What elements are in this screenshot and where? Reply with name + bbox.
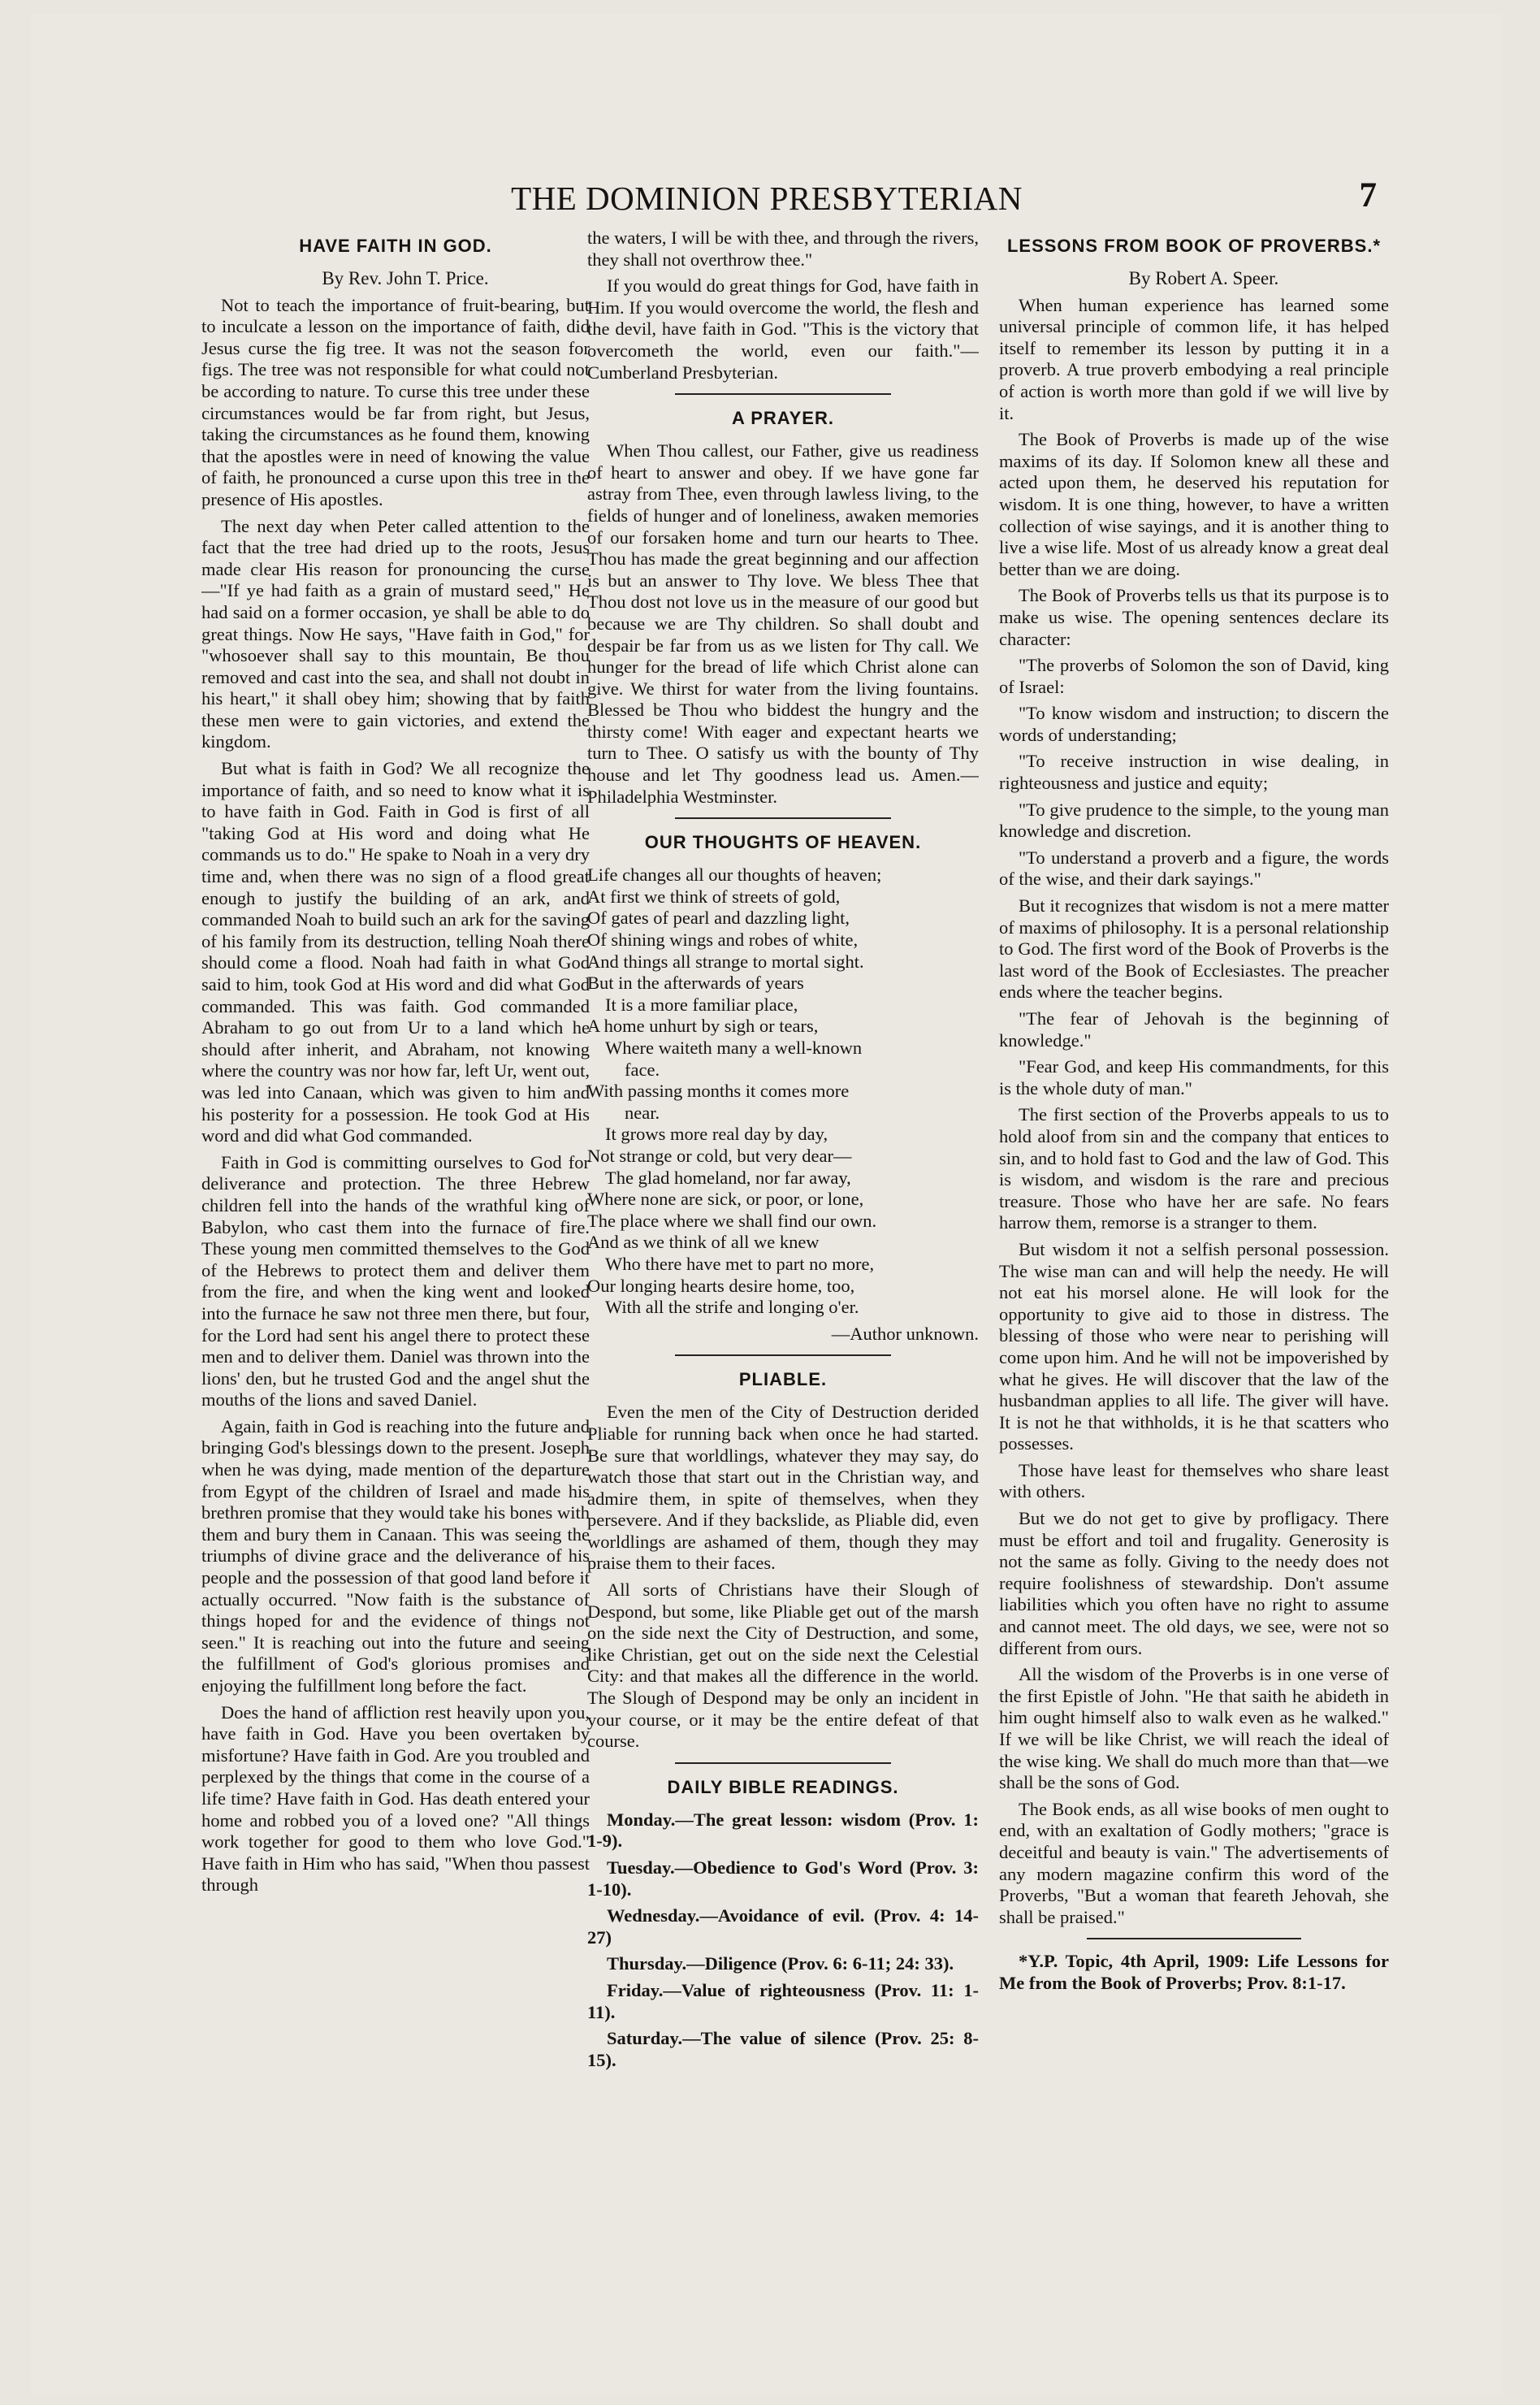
- paragraph: "Fear God, and keep His commandments, for this is the whole duty of man.": [999, 1056, 1389, 1098]
- reading-item: Thursday.—Diligence (Prov. 6: 6-11; 24: 33).: [607, 1953, 954, 1974]
- article-title-readings: DAILY BIBLE READINGS.: [667, 1776, 899, 1797]
- page-number: 7: [1359, 176, 1377, 214]
- poem-line: A home unhurt by sigh or tears,: [587, 1016, 819, 1037]
- paragraph: Again, faith in God is reaching into the future and bringing God's blessings down to the present. Joseph when he was dying, made mention of the departure from Egypt of the children of Israel and made his brethren promise that they would take his bones with them and bury them in Canaan. This was seeing the triumphs of divine grace and the deliverance of his people and the possession of that good land before it actually occurred. "Now faith is the substance of things hoped for and the evidence of things not seen." It is reaching out into the future and seeing the fulfillment of God's glorious promises and enjoying the fulfillment long before the fact.: [201, 1415, 590, 1696]
- article-title-proverbs: LESSONS FROM BOOK OF PROVERBS.*: [1006, 236, 1382, 256]
- poem-line: near.: [625, 1102, 660, 1123]
- reading-item: Saturday.—The value of silence (Prov. 25: 8-15).: [587, 2028, 979, 2070]
- poem-line: Of gates of pearl and dazzling light,: [587, 908, 850, 929]
- paragraph: "To know wisdom and instruction; to discern the words of understanding;: [999, 703, 1389, 745]
- reading-item: Friday.—Value of righteousness (Prov. 11: 1-11).: [587, 1979, 979, 2022]
- paragraph: All the wisdom of the Proverbs is in one verse of the first Epistle of John. "He that saith he abideth in him ought himself also to walk even as he walked." If we will be like Christ, we will reach the ideal of the wise king. We shall do much more than that—we shall be the sons of God.: [999, 1664, 1389, 1793]
- poem-line: And things all strange to mortal sight.: [587, 951, 864, 972]
- paragraph: Faith in God is committing ourselves to God for deliverance and protection. The three Hebrew children fell into the hands of the wrathful king of Babylon, who cast them into the furnace of fire. These young men committed themselves to the God of the Hebrews to protect them and deliver them from the fire, and when the king went and looked into the furnace he saw not three men there, but four, for the Lord had sent his angel there to protect these men and to deliver them. Daniel was thrown into the lions' den, but he trusted God and the angel shut the mouths of the lions and saved Daniel.: [201, 1151, 590, 1410]
- poem-line: At first we think of streets of gold,: [587, 886, 841, 907]
- divider: [675, 1354, 890, 1356]
- poem-line: Life changes all our thoughts of heaven;: [587, 864, 882, 886]
- byline-proverbs: By Robert A. Speer.: [1128, 268, 1279, 288]
- paragraph: When Thou callest, our Father, give us readiness of heart to answer and obey. If we have gone far astray from Thee, even through lawless living, to the fields of hunger and of loneliness, awaken memories of our forsaken home and turn our hearts to Thee. Thou has made the great beginning and our affection is but an answer to Thy love. We bless Thee that Thou dost not love us in the measure of our good but because we are Thy children. So shall doubt and despair be far from us as we listen for Thy call. We hunger for the bread of life which Christ alone can give. We thirst for water from the living fountains. Blessed be Thou who biddest the hungry and the thirsty come! With eager and expectant hearts we turn to Thee. O satisfy us with the bounty of Thy house and let Thy goodness lead us. Amen.—Philadelphia Westminster.: [587, 440, 979, 807]
- paragraph: But we do not get to give by profligacy. There must be effort and toil and frugality. Generosity is not the same as folly. Giving to the needy does not require foolishness of stewardship. Don't assume liabilities which you often have no right to assume and cannot meet. The old days, we see, were not so different from ours.: [999, 1508, 1389, 1658]
- paragraph: "To understand a proverb and a figure, the words of the wise, and their dark sayings.": [999, 847, 1389, 890]
- poem-line: Where waiteth many a well-known: [605, 1038, 863, 1058]
- paragraph: The Book of Proverbs is made up of the wise maxims of its day. If Solomon knew all these and acted upon them, he deserved his reputation for wisdom. It is one thing, however, to have a written collection of wise sayings, and it is another thing to live a wise life. Most of us already know a great deal better than we are doing.: [999, 429, 1389, 579]
- masthead: THE DOMINION PRESBYTERIAN: [511, 180, 1023, 217]
- divider: [675, 393, 890, 395]
- poem-line: face.: [625, 1059, 660, 1080]
- paragraph: The next day when Peter called attention to the fact that the tree had dried up to the roots, Jesus made clear His reason for pronouncing the curse—"If ye had faith as a grain of mustard seed," He had said on a former occasion, ye shall be able to do great things. Now He says, "Have faith in God," for "whosoever shall say to this mountain, Be thou removed and cast into the sea, and shall not doubt in his heart," it shall obey him; showing that by faith these men were to gain victories, and extend the kingdom.: [201, 515, 590, 752]
- poem-line: It is a more familiar place,: [605, 994, 798, 1015]
- paragraph: But it recognizes that wisdom is not a mere matter of maxims of philosophy. It is a personal relationship to God. The first word of the Book of Proverbs is the last word of the Book of Ecclesiastes. The preacher ends where the teacher begins.: [999, 895, 1389, 1003]
- paragraph: When human experience has learned some universal principle of common life, it has helped itself to remember its lesson by putting it in a proverb. A true proverb embodying a real principle of action is worth more than gold if we will live by it.: [999, 294, 1389, 423]
- column-middle: [587, 228, 979, 2389]
- paragraph: The Book ends, as all wise books of men ought to end, with an exaltation of Godly mothers; "grace is deceitful and beauty is vain." The advertisements of any modern magazine confirm this word of the Proverbs, "But a woman that feareth Jehovah, she shall be praised.": [999, 1798, 1389, 1927]
- poem-line: It grows more real day by day,: [605, 1124, 828, 1145]
- reading-item: Wednesday.—Avoidance of evil. (Prov. 4: 14-27): [587, 1905, 979, 1948]
- paragraph: "The proverbs of Solomon the son of David, king of Israel:: [999, 655, 1389, 697]
- paragraph: But wisdom it not a selfish personal possession. The wise man can and will help the needy. He will not eat his morsel alone. He will look for the opportunity to give aid to those in distress. The blessing of those who were near to perishing will come upon him. And he will not be impoverished by what he gives. He will discover that the law of the husbandman applies to all life. The giver will have. It is not he that withholds, it is he that scatters who possesses.: [999, 1238, 1389, 1454]
- paragraph: "To give prudence to the simple, to the young man knowledge and discretion.: [999, 799, 1389, 842]
- article-title-faith: HAVE FAITH IN GOD.: [299, 236, 492, 256]
- poem-line: With passing months it comes more: [587, 1081, 850, 1102]
- article-title-pliable: PLIABLE.: [738, 1369, 828, 1390]
- poem-line: And as we think of all we knew: [587, 1232, 820, 1253]
- paragraph: If you would do great things for God, have faith in Him. If you would overcome the world, the flesh and the devil, have faith in God. "This is the victory that overcometh the world, even our faith."—Cumberland Presbyterian.: [587, 275, 979, 383]
- divider: [675, 817, 890, 819]
- poem-line: With all the strife and longing o'er.: [605, 1297, 859, 1318]
- poem-line: Who there have met to part no more,: [605, 1253, 875, 1274]
- paragraph-continued: the waters, I will be with thee, and through the rivers, they shall not overthrow thee.": [587, 228, 979, 270]
- paragraph: The first section of the Proverbs appeals to us to hold aloof from sin and the company that entices to sin, and to hold fast to God and the law of God. This is wisdom, and wisdom is the rare and precious treasure. Those who have her are safe. No fears harrow them, remorse is a stranger to them.: [999, 1104, 1389, 1233]
- article-title-heaven: OUR THOUGHTS OF HEAVEN.: [644, 832, 922, 853]
- article-title-prayer: A PRAYER.: [732, 408, 834, 429]
- poem-line: Where none are sick, or poor, or lone,: [587, 1189, 864, 1210]
- poem-line: But in the afterwards of years: [587, 973, 804, 994]
- paragraph: Those have least for themselves who share least with others.: [999, 1459, 1389, 1502]
- paragraph: But what is faith in God? We all recognize the importance of faith, and so need to know what it is to have faith in God. Faith in God is first of all "taking God at His word and doing what He commands us to do." He spake to Noah in a very dry time and, when there was no sign of a flood great enough to justify the building of an ark, and commanded Noah to build such an ark for the saving of his family from its destruction, telling Noah there should come a flood. Noah had faith in what God said to him, took God at His word and did what God commanded. This was faith. God commanded Abraham to go out from Ur to a land which he should after inherit, and Abraham, not knowing where the country was nor how far, left Ur, went out, was led into Canaan, which was given to him and his posterity for a possession. He took God at His word and did what God commanded.: [201, 758, 590, 1146]
- poem-heaven: [587, 864, 979, 1318]
- poem-line: Of shining wings and robes of white,: [587, 930, 859, 951]
- paragraph: Not to teach the importance of fruit-bearing, but to inculcate a lesson on the importance of faith, did Jesus curse the fig tree. It was not the season for figs. The tree was not responsible for what could not be according to nature. To curse this tree under these circumstances would be far from right, but Jesus, taking the circumstances as he found them, knowing that the apostles were in need of knowing the value of faith, he pronounced a curse upon this tree in the presence of His apostles.: [201, 294, 590, 509]
- footnote: *Y.P. Topic, 4th April, 1909: Life Lessons for Me from the Book of Proverbs; Prov. 8:1-17.: [999, 1951, 1389, 1993]
- paragraph: Even the men of the City of Destruction derided Pliable for running back when once he had started. Be sure that worldlings, whatever they may say, do watch those that start out in the Christian way, and admire them, in spite of themselves, when they persevere. And if they backslide, as Pliable did, even worldlings are ashamed of them, though they may praise them to their faces.: [587, 1402, 979, 1574]
- poem-line: Not strange or cold, but very dear—: [587, 1145, 852, 1166]
- poem-line: The glad homeland, nor far away,: [605, 1167, 851, 1188]
- page-header: [31, 171, 1503, 228]
- paragraph: The Book of Proverbs tells us that its purpose is to make us wise. The opening sentences declare its character:: [999, 585, 1389, 649]
- paragraph: All sorts of Christians have their Slough of Despond, but some, like Pliable get out of the marsh on the side next the City of Destruction, and some, like Christian, get out on the side next the Celestial City: and that makes all the difference in the world. The Slough of Despond may be only an incident in your course, or it may be the entire defeat of that course.: [587, 1580, 979, 1752]
- column-left: [201, 228, 590, 2389]
- poem-line: Our longing hearts desire home, too,: [587, 1275, 855, 1296]
- newspaper-page: [31, 15, 1503, 2395]
- column-right: [999, 228, 1389, 2389]
- paragraph: Does the hand of affliction rest heavily upon you, have faith in God. Have you been overtaken by misfortune? Have faith in God. Are you troubled and perplexed by the things that come in the course of a life time? Have faith in God. Has death entered your home and robbed you of a loved one? "All things work together for good to them who love God." Have faith in Him who has said, "When thou passest through: [201, 1701, 590, 1896]
- paragraph: "To receive instruction in wise dealing, in righteousness and justice and equity;: [999, 751, 1389, 794]
- paragraph: "The fear of Jehovah is the beginning of knowledge.": [999, 1008, 1389, 1051]
- poem-line: The place where we shall find our own.: [587, 1210, 877, 1231]
- byline-faith: By Rev. John T. Price.: [322, 268, 489, 288]
- divider: [675, 1762, 890, 1764]
- divider: [1087, 1938, 1301, 1939]
- reading-item: Tuesday.—Obedience to God's Word (Prov. 3: 1-10).: [587, 1857, 979, 1900]
- reading-item: Monday.—The great lesson: wisdom (Prov. 1: 1-9).: [587, 1809, 979, 1852]
- poem-signoff: —Author unknown.: [831, 1323, 979, 1344]
